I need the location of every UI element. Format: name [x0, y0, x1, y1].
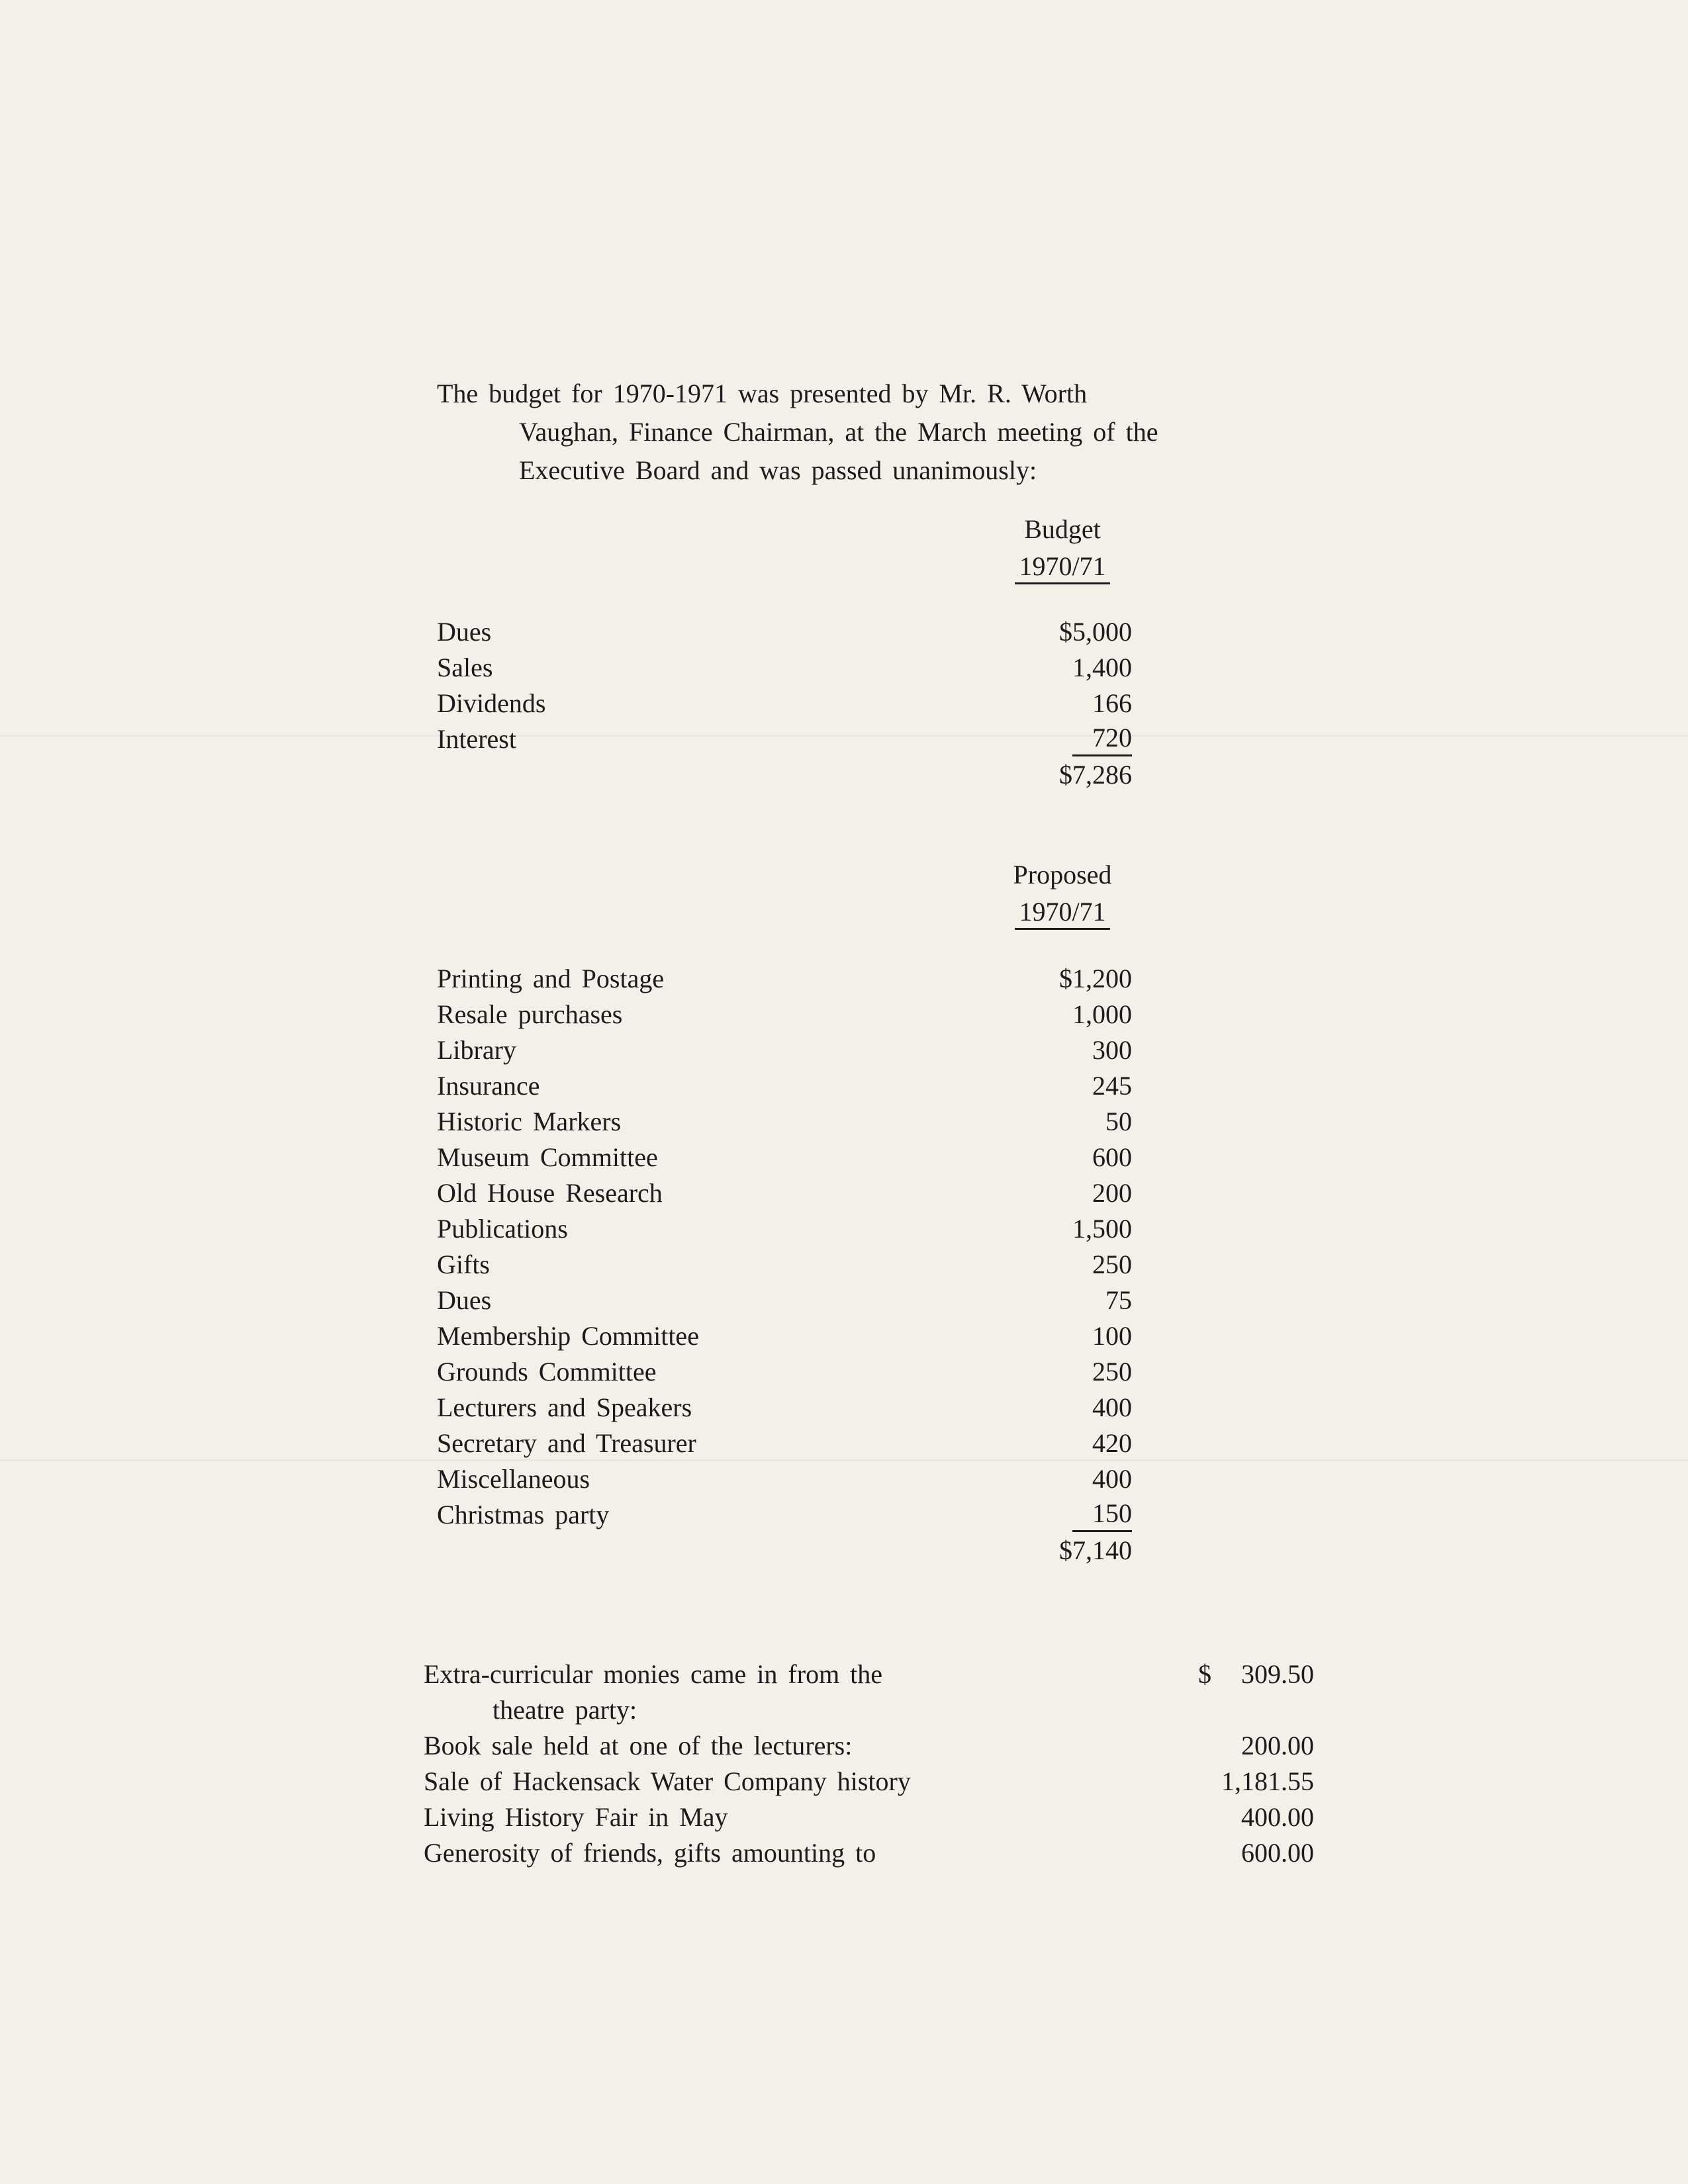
- intro-line: Vaughan, Finance Chairman, at the March meeting of the: [519, 417, 1158, 447]
- line-item-amount: $5,000: [1059, 617, 1132, 647]
- line-item-label: Gifts: [437, 1250, 490, 1279]
- line-item-label: Dividends: [437, 688, 546, 718]
- line-item-label: Grounds Committee: [437, 1357, 657, 1387]
- line-item-label: Secretary and Treasurer: [437, 1428, 696, 1458]
- line-item-amount: 200: [1092, 1178, 1132, 1208]
- table-row: [437, 997, 1132, 1032]
- list-item: [424, 1764, 1314, 1799]
- line-item-amount: 150: [1072, 1497, 1132, 1532]
- line-item-amount: 75: [1105, 1285, 1132, 1315]
- line-item-label: Christmas party: [437, 1500, 610, 1529]
- proposed-header-label: Proposed: [1013, 860, 1112, 889]
- table-row: [437, 721, 1132, 757]
- list-item-label: Living History Fair in May: [424, 1802, 728, 1832]
- list-item: [424, 1728, 1314, 1764]
- line-item-label: Membership Committee: [437, 1321, 699, 1351]
- list-item-amount: 600.00: [1241, 1838, 1314, 1868]
- line-item-label: Dues: [437, 1285, 492, 1315]
- line-item-amount: 166: [1092, 688, 1132, 718]
- list-item-label: Generosity of friends, gifts amounting to: [424, 1838, 876, 1868]
- line-item-label: Resale purchases: [437, 999, 623, 1029]
- list-item: [424, 1657, 1314, 1692]
- line-item-label: Publications: [437, 1214, 568, 1244]
- budget-header-year: 1970/71: [1015, 551, 1109, 584]
- line-item-amount: 1,500: [1072, 1214, 1132, 1244]
- list-item: [424, 1799, 1314, 1835]
- line-item-amount: 720: [1072, 721, 1132, 756]
- line-item-amount: 100: [1092, 1321, 1132, 1351]
- line-item-amount: 420: [1092, 1428, 1132, 1458]
- line-item-amount: 400: [1092, 1464, 1132, 1494]
- list-item-amount: 1,181.55: [1221, 1766, 1314, 1796]
- line-item-label: Old House Research: [437, 1178, 663, 1208]
- line-item-amount: 600: [1092, 1142, 1132, 1172]
- budget-header-label: Budget: [1024, 514, 1101, 544]
- table-row: [437, 1140, 1132, 1175]
- line-item-amount: $1,200: [1059, 964, 1132, 993]
- table-row: [437, 1032, 1132, 1068]
- total-row: [437, 1533, 1132, 1569]
- line-item-amount: 1,400: [1072, 653, 1132, 682]
- line-item-label: Insurance: [437, 1071, 540, 1101]
- table-row: [437, 1068, 1132, 1104]
- line-item-amount: 245: [1092, 1071, 1132, 1101]
- table-row: [437, 686, 1132, 721]
- table-row: [437, 1426, 1132, 1461]
- table-row: [437, 1497, 1132, 1533]
- proposed-header: [963, 856, 1162, 931]
- line-item-amount: 250: [1092, 1357, 1132, 1387]
- table-row: [437, 961, 1132, 997]
- list-item: [424, 1835, 1314, 1871]
- list-item-label: Sale of Hackensack Water Company history: [424, 1766, 911, 1796]
- list-item-amount: 200.00: [1241, 1731, 1314, 1760]
- budget-header: [963, 511, 1162, 585]
- proposed-header-year: 1970/71: [1015, 896, 1109, 930]
- intro-line: Executive Board and was passed unanimously:: [519, 455, 1037, 485]
- list-item-label: Extra-curricular monies came in from the: [424, 1659, 883, 1689]
- table-row: [437, 1247, 1132, 1283]
- table-row: [437, 1211, 1132, 1247]
- total-amount: $7,286: [1059, 760, 1132, 790]
- line-item-label: Lecturers and Speakers: [437, 1392, 692, 1422]
- table-row: [437, 1390, 1132, 1426]
- table-row: [437, 1354, 1132, 1390]
- line-item-label: Dues: [437, 617, 492, 647]
- table-row: [437, 1283, 1132, 1318]
- line-item-label: Historic Markers: [437, 1107, 622, 1136]
- line-item-label: Sales: [437, 653, 493, 682]
- line-item-amount: 50: [1105, 1107, 1132, 1136]
- table-row: [437, 614, 1132, 650]
- table-row: [437, 1175, 1132, 1211]
- line-item-amount: 400: [1092, 1392, 1132, 1422]
- list-item-amount: 309.50: [1241, 1659, 1314, 1689]
- table-row: [437, 1104, 1132, 1140]
- proposed-expense-table: [437, 961, 1132, 1569]
- intro-paragraph: [437, 375, 1297, 490]
- line-item-amount: 1,000: [1072, 999, 1132, 1029]
- line-item-label: Interest: [437, 724, 516, 754]
- total-amount: $7,140: [1059, 1535, 1132, 1565]
- line-item-label: Printing and Postage: [437, 964, 665, 993]
- line-item-label: Library: [437, 1035, 516, 1065]
- line-item-label: Museum Committee: [437, 1142, 658, 1172]
- list-item-continuation: theatre party:: [492, 1695, 637, 1725]
- list-item-amount: 400.00: [1241, 1802, 1314, 1832]
- extra-monies-list: [424, 1657, 1314, 1871]
- list-item-label: Book sale held at one of the lecturers:: [424, 1731, 853, 1760]
- total-row: [437, 757, 1132, 793]
- currency-symbol: $: [1198, 1659, 1211, 1689]
- table-row: [437, 1318, 1132, 1354]
- line-item-label: Miscellaneous: [437, 1464, 590, 1494]
- table-row: [437, 1461, 1132, 1497]
- line-item-amount: 250: [1092, 1250, 1132, 1279]
- budget-income-table: [437, 614, 1132, 793]
- intro-line: The budget for 1970-1971 was presented by Mr. R. Worth: [437, 379, 1088, 408]
- line-item-amount: 300: [1092, 1035, 1132, 1065]
- table-row: [437, 650, 1132, 686]
